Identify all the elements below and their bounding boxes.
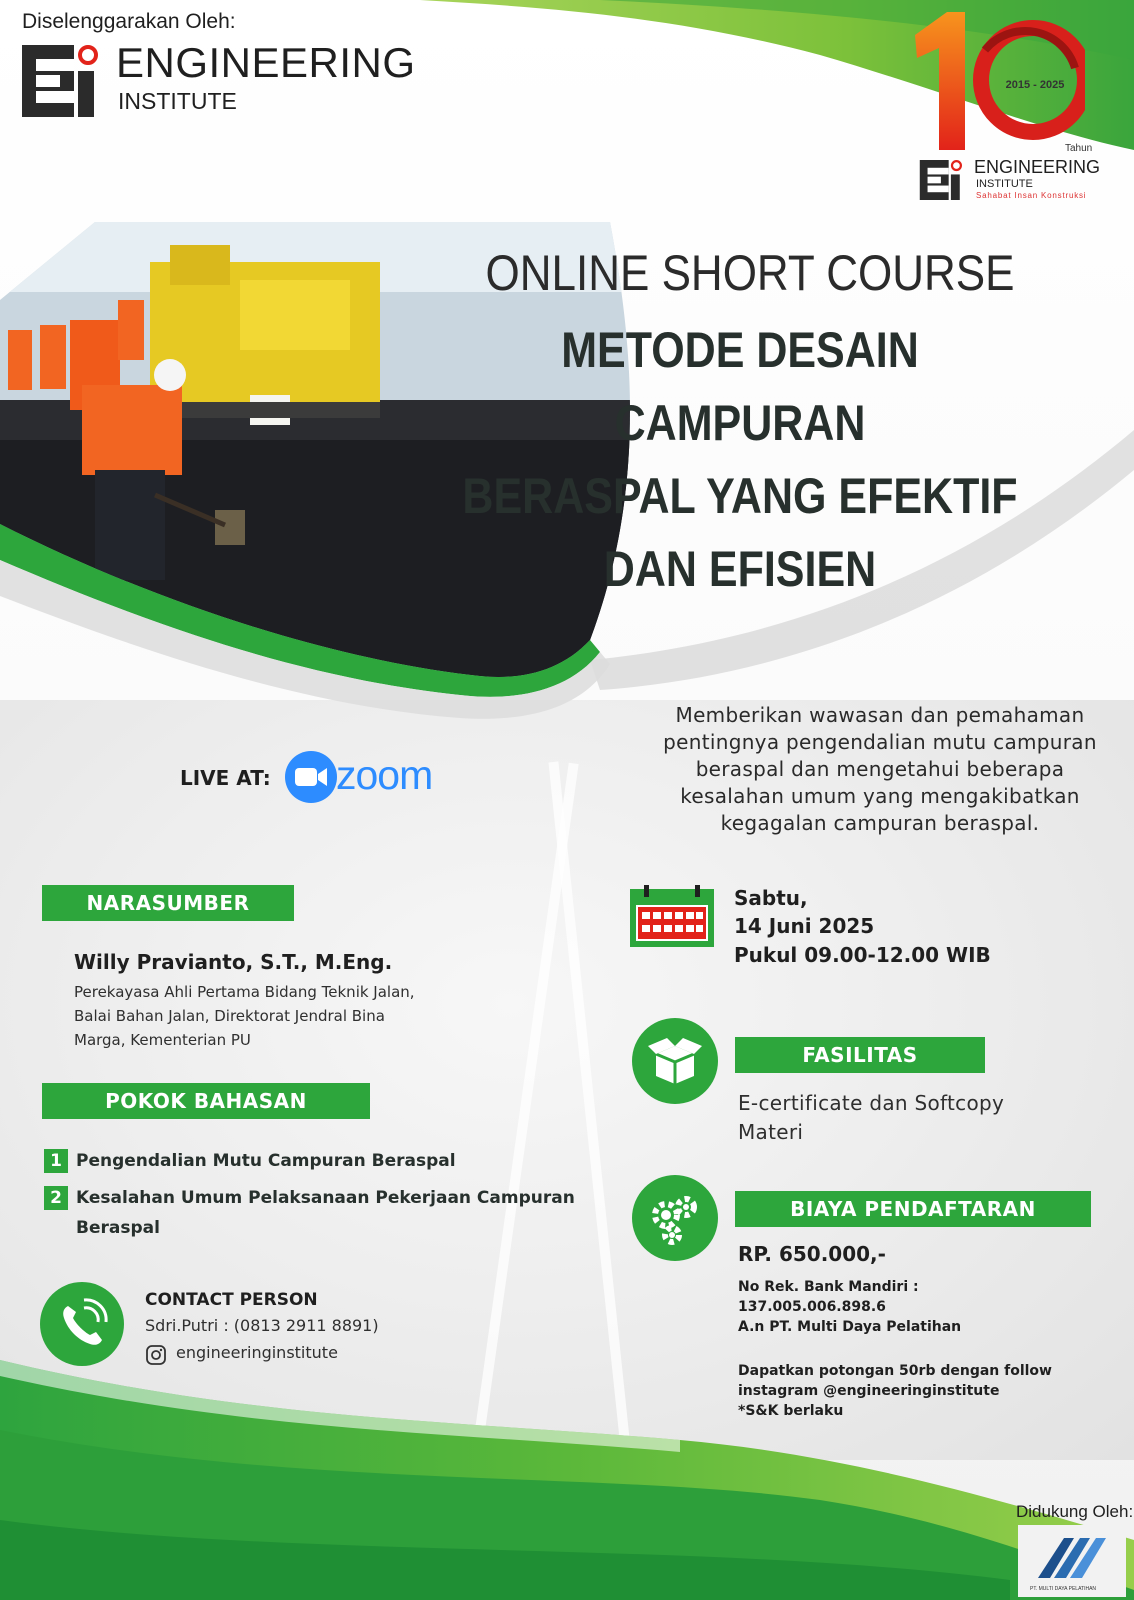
logo-subtitle: INSTITUTE (118, 88, 237, 114)
facilities-line: E-certificate dan Softcopy (738, 1091, 1005, 1115)
topic-item (44, 1183, 584, 1243)
description-line: kegagalan campuran beraspal. (720, 811, 1040, 835)
contact-phone: Sdri.Putri : (0813 2911 8891) (145, 1316, 379, 1335)
course-description (650, 702, 1110, 837)
organizer-label: Diselenggarakan Oleh: (22, 10, 236, 33)
speaker-role-line: Marga, Kementerian PU (74, 1031, 251, 1049)
box-package-icon (632, 1018, 718, 1104)
promo-line: instagram @engineeringinstitute (738, 1383, 1000, 1399)
anniversary-tagline: Sahabat Insan Konstruksi (976, 191, 1087, 200)
facilities-text (738, 1089, 1098, 1147)
topic-number: 2 (44, 1186, 68, 1210)
zoom-camera-icon (285, 751, 337, 803)
bank-account-number: 137.005.006.898.6 (738, 1299, 886, 1315)
bank-account-name: A.n PT. Multi Daya Pelatihan (738, 1319, 962, 1335)
event-date: 14 Juni 2025 (734, 914, 875, 938)
speaker-section-label: NARASUMBER (42, 885, 294, 921)
multi-daya-pelatihan-logo-icon (1034, 1532, 1114, 1582)
gears-icon (632, 1175, 718, 1261)
topic-item (44, 1146, 584, 1176)
contact-instagram: engineeringinstitute (176, 1343, 338, 1362)
topic-text: Pengendalian Mutu Campuran Beraspal (76, 1151, 456, 1171)
description-line: beraspal dan mengetahui beberapa (695, 757, 1065, 781)
zoom-wordmark: zoom (336, 752, 433, 798)
anniversary-logo-name: ENGINEERING (974, 157, 1101, 177)
contact-person-title: CONTACT PERSON (145, 1290, 318, 1310)
event-day: Sabtu, (734, 886, 808, 910)
live-at-label: LIVE AT: (180, 766, 271, 790)
description-line: pentingnya pengendalian mutu campuran (663, 730, 1097, 754)
phone-call-icon (40, 1282, 124, 1366)
anniversary-logo-subtitle: INSTITUTE (976, 178, 1033, 190)
course-type: ONLINE SHORT COURSE (485, 245, 1015, 301)
anniversary-year-range: 2015 - 2025 (1005, 79, 1065, 91)
engineering-institute-logo-icon (22, 45, 102, 117)
bank-account-label: No Rek. Bank Mandiri : (738, 1279, 919, 1295)
anniversary-tahun-label: Tahun (1065, 143, 1093, 154)
description-line: Memberikan wawasan dan pemahaman (675, 703, 1085, 727)
sponsor-name: PT. MULTI DAYA PELATIHAN (1030, 1586, 1097, 1592)
logo-name: ENGINEERING (116, 39, 416, 86)
fee-price: RP. 650.000,- (738, 1242, 886, 1266)
description-line: kesalahan umum yang mengakibatkan (680, 784, 1080, 808)
instagram-icon (145, 1344, 167, 1366)
speaker-role (74, 980, 494, 1052)
course-title-line-1: METODE DESAIN CAMPURAN (561, 322, 919, 451)
anniversary-number (905, 10, 906, 11)
fee-section-label: BIAYA PENDAFTARAN (735, 1191, 1091, 1227)
event-time: Pukul 09.00-12.00 WIB (734, 943, 991, 967)
supported-by-label: Didukung Oleh: (1016, 1502, 1134, 1521)
topics-section-label: POKOK BAHASAN (42, 1083, 370, 1119)
topic-text: Kesalahan Umum Pelaksanaan Pekerjaan Campuran Beraspal (76, 1188, 575, 1238)
topic-number: 1 (44, 1149, 68, 1173)
promo-terms: *S&K berlaku (738, 1403, 844, 1419)
promo-line: Dapatkan potongan 50rb dengan follow (738, 1363, 1052, 1379)
speaker-role-line: Balai Bahan Jalan, Direktorat Jendral Bina (74, 1007, 385, 1025)
facilities-section-label: FASILITAS (735, 1037, 985, 1073)
course-title-line-3: DAN EFISIEN (603, 541, 877, 597)
speaker-role-line: Perekayasa Ahli Pertama Bidang Teknik Jalan, (74, 983, 415, 1001)
course-title (448, 314, 1033, 606)
facilities-line: Materi (738, 1120, 804, 1144)
speaker-name: Willy Pravianto, S.T., M.Eng. (74, 950, 393, 974)
engineering-institute-small-logo-icon (918, 160, 966, 200)
calendar-icon (630, 885, 714, 947)
course-title-line-2: BERASPAL YANG EFEKTIF (462, 468, 1018, 524)
